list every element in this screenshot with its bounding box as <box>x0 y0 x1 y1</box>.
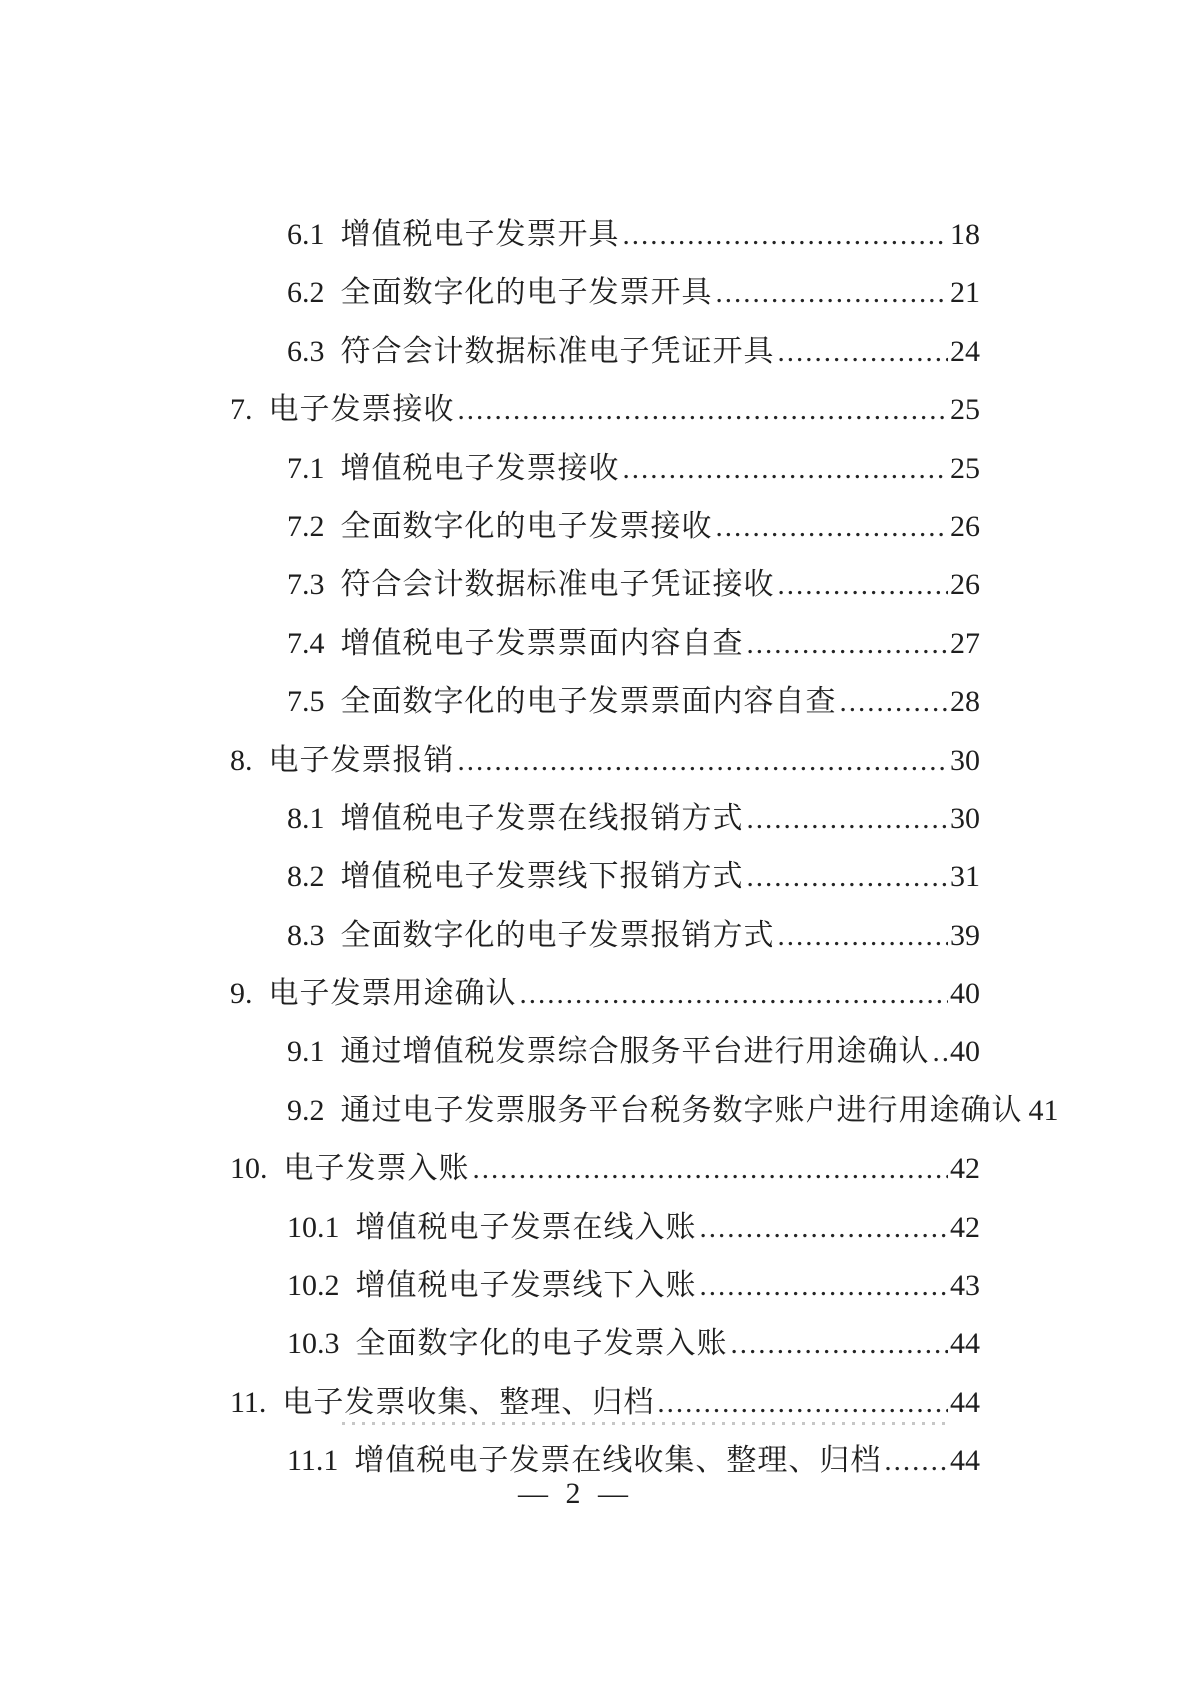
toc-dot-leader-icon <box>517 965 949 1023</box>
toc-entry-title: 增值税电子发票在线入账 <box>355 1210 697 1244</box>
toc-dot-leader-icon <box>930 1023 949 1081</box>
toc-entry-page: 24 <box>950 334 980 368</box>
toc-entry <box>230 732 980 790</box>
toc-entry-page: 39 <box>950 918 980 952</box>
toc-dot-leader-icon <box>455 732 949 790</box>
toc-entry-page: 30 <box>950 743 980 777</box>
toc-entry-page: 42 <box>950 1210 980 1244</box>
toc-entry <box>230 556 980 614</box>
toc-entry-number: 8.3 <box>287 918 325 952</box>
toc-dot-leader-icon <box>744 790 949 848</box>
toc-entry <box>230 206 980 264</box>
toc-entry <box>230 1140 980 1198</box>
toc-entry-page: 41 <box>1028 1093 1059 1127</box>
toc-dot-leader-icon <box>455 381 949 439</box>
toc-entry-title: 增值税电子发票票面内容自查 <box>340 626 744 660</box>
toc-entry-title: 通过电子发票服务平台税务数字账户进行用途确认 <box>340 1093 1023 1127</box>
toc-entry-title: 电子发票收集、整理、归档 <box>282 1385 655 1419</box>
toc-entry-page: 25 <box>950 393 980 427</box>
toc-dot-leader-icon <box>713 264 949 322</box>
toc-dot-leader-icon <box>744 848 949 906</box>
toc-dot-leader-icon <box>697 1257 949 1315</box>
toc-dot-leader-icon <box>728 1315 949 1373</box>
toc-entry <box>230 673 980 731</box>
toc-entry <box>230 1082 1059 1140</box>
toc-dot-leader-icon <box>713 498 949 556</box>
toc-entry-number: 9.2 <box>287 1093 325 1127</box>
toc-entry-page: 44 <box>950 1444 980 1478</box>
table-of-contents <box>230 206 1059 1491</box>
toc-entry <box>230 264 980 322</box>
toc-dot-leader-icon <box>744 615 949 673</box>
toc-entry <box>230 498 980 556</box>
toc-entry-page: 31 <box>950 860 980 894</box>
toc-entry <box>230 615 980 673</box>
toc-entry-title: 增值税电子发票开具 <box>340 218 620 251</box>
toc-entry-title: 增值税电子发票在线收集、整理、归档 <box>354 1444 882 1478</box>
toc-dot-leader-icon <box>775 556 949 614</box>
toc-entry <box>230 381 980 439</box>
toc-entry <box>230 323 980 381</box>
page-footer <box>0 1477 1151 1511</box>
toc-entry-title: 电子发票入账 <box>283 1152 470 1186</box>
toc-entry-number: 6.2 <box>287 276 325 310</box>
toc-entry-number: 9. <box>230 977 253 1011</box>
toc-dot-leader-icon <box>620 440 949 498</box>
toc-entry-number: 6.1 <box>287 218 325 251</box>
toc-entry-number: 9.1 <box>287 1035 325 1069</box>
toc-dot-leader-icon <box>775 323 949 381</box>
toc-entry-number: 7.5 <box>287 685 325 719</box>
toc-entry-title: 电子发票报销 <box>268 743 455 777</box>
toc-entry <box>230 907 980 965</box>
toc-dot-leader-icon <box>620 206 949 264</box>
toc-entry-page: 42 <box>950 1152 980 1186</box>
toc-dot-leader-icon <box>775 907 949 965</box>
toc-entry <box>230 1257 980 1315</box>
toc-entry-page: 40 <box>950 1035 980 1069</box>
toc-entry-page: 26 <box>950 509 980 543</box>
toc-entry-title: 符合会计数据标准电子凭证开具 <box>340 334 775 368</box>
toc-entry-title: 全面数字化的电子发票票面内容自查 <box>340 685 837 719</box>
toc-entry-number: 7. <box>230 393 253 427</box>
toc-entry <box>230 965 980 1023</box>
toc-entry-number: 8.1 <box>287 801 325 835</box>
toc-entry <box>230 1315 980 1373</box>
toc-entry-title: 增值税电子发票线下入账 <box>355 1269 697 1303</box>
toc-entry-title: 电子发票接收 <box>268 393 455 427</box>
toc-entry <box>230 790 980 848</box>
toc-entry-title: 全面数字化的电子发票开具 <box>340 276 713 310</box>
toc-entry-number: 10.2 <box>287 1269 340 1303</box>
toc-entry-number: 7.3 <box>287 568 325 602</box>
toc-entry-page: 25 <box>950 451 980 485</box>
toc-entry-page: 30 <box>950 801 980 835</box>
toc-entry-page: 27 <box>950 626 980 660</box>
toc-entry-page: 44 <box>950 1327 980 1361</box>
toc-entry-page: 43 <box>950 1269 980 1303</box>
toc-entry-title: 全面数字化的电子发票接收 <box>340 509 713 543</box>
toc-entry-title: 符合会计数据标准电子凭证接收 <box>340 568 775 602</box>
page-number: — 2 — <box>518 1477 633 1510</box>
toc-entry-page: 21 <box>950 276 980 310</box>
toc-entry-number: 7.1 <box>287 451 325 485</box>
toc-entry-number: 7.4 <box>287 626 325 660</box>
toc-entry-page: 40 <box>950 977 980 1011</box>
toc-entry-page: 26 <box>950 568 980 602</box>
toc-entry-title: 增值税电子发票线下报销方式 <box>340 860 744 894</box>
toc-entry <box>230 1023 980 1081</box>
toc-dot-leader-icon <box>697 1199 949 1257</box>
toc-entry-page: 18 <box>950 218 980 251</box>
toc-entry-number: 6.3 <box>287 334 325 368</box>
toc-entry-number: 10.3 <box>287 1327 340 1361</box>
toc-entry-number: 8.2 <box>287 860 325 894</box>
toc-entry <box>230 848 980 906</box>
scan-artifact-line <box>342 1422 952 1425</box>
toc-entry <box>230 1199 980 1257</box>
toc-dot-leader-icon <box>837 673 949 731</box>
toc-entry-page: 44 <box>950 1385 980 1419</box>
toc-entry <box>230 440 980 498</box>
toc-entry-number: 7.2 <box>287 509 325 543</box>
toc-dot-leader-icon <box>470 1140 949 1198</box>
toc-entry-number: 10.1 <box>287 1210 340 1244</box>
toc-entry-title: 通过增值税发票综合服务平台进行用途确认 <box>340 1035 930 1069</box>
toc-entry-title: 增值税电子发票在线报销方式 <box>340 801 744 835</box>
toc-entry-title: 增值税电子发票接收 <box>340 451 620 485</box>
toc-entry-title: 全面数字化的电子发票入账 <box>355 1327 728 1361</box>
toc-entry-number: 11. <box>230 1385 267 1419</box>
toc-entry-number: 11.1 <box>287 1444 339 1478</box>
toc-entry-page: 28 <box>950 685 980 719</box>
toc-entry-number: 8. <box>230 743 253 777</box>
toc-entry-title: 电子发票用途确认 <box>268 977 517 1011</box>
toc-entry-number: 10. <box>230 1152 268 1186</box>
toc-entry-title: 全面数字化的电子发票报销方式 <box>340 918 775 952</box>
